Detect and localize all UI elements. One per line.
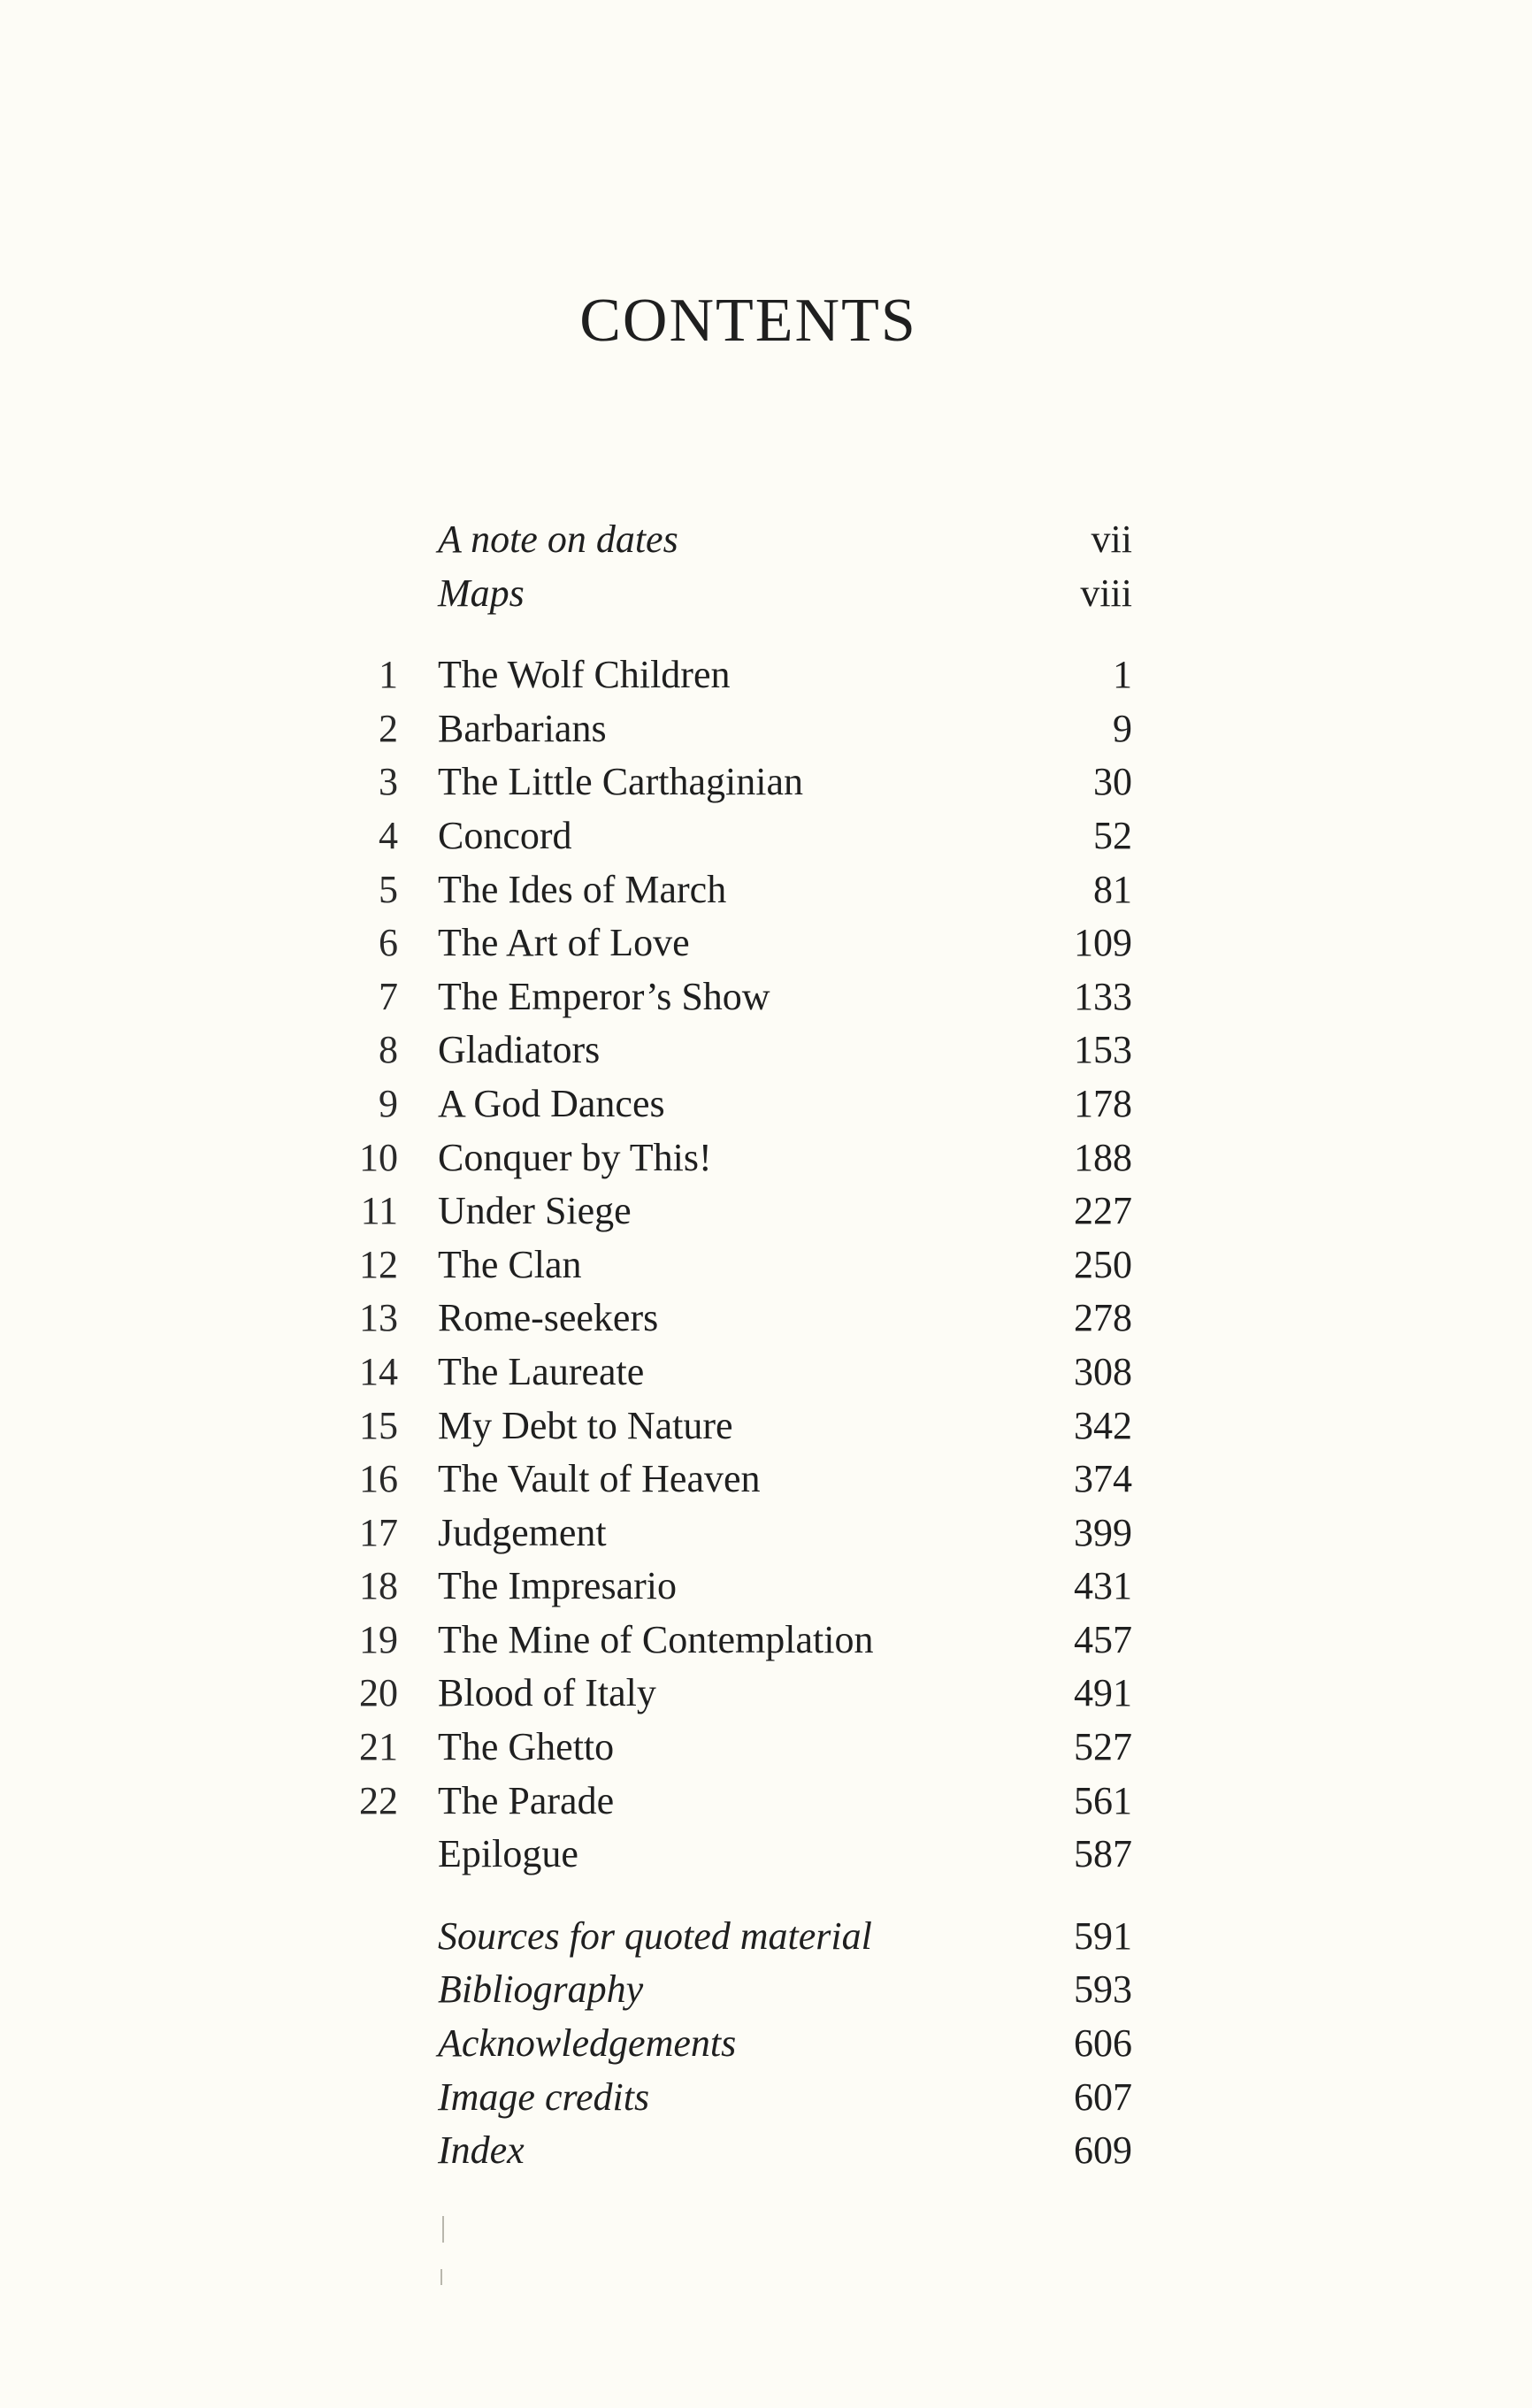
toc-entry-page: 133 [1074,974,1132,1018]
toc-entry[interactable] [327,2124,1132,2178]
toc-entry-title: Rome-seekers [438,1296,659,1340]
toc-entry[interactable] [327,1453,1132,1507]
toc-entry-number: 15 [359,1403,398,1447]
toc-entry-page: 527 [1074,1725,1132,1769]
toc-entry-title: Image credits [438,2074,650,2119]
toc-entry-page: viii [1080,571,1132,615]
toc-entry-title: The Laureate [438,1349,645,1393]
toc-entry-title: Maps [438,571,525,615]
toc-entry-number: 2 [379,706,398,750]
toc-entry-title: Under Siege [438,1189,632,1233]
toc-entry-page: 30 [1093,760,1132,804]
toc-entry-page: vii [1091,518,1132,561]
toc-entry[interactable] [327,648,1132,702]
toc-entry-page: 431 [1074,1564,1132,1608]
toc-entry[interactable] [327,863,1132,917]
toc-entry-page: 81 [1093,867,1132,911]
toc-entry[interactable] [327,1614,1132,1668]
toc-entry-title: The Clan [438,1242,582,1286]
toc-entry-title: Conquer by This! [438,1135,712,1179]
toc-entry-page: 227 [1074,1189,1132,1233]
toc-entry-title: Epilogue [438,1832,578,1876]
toc-entry[interactable] [327,809,1132,863]
toc-entry-page: 591 [1074,1913,1132,1958]
toc-entry-number: 12 [359,1242,398,1286]
toc-entry[interactable] [327,1185,1132,1239]
toc-entry-title: Gladiators [438,1028,601,1072]
toc-entry[interactable] [327,1667,1132,1721]
toc-entry-page: 593 [1074,1967,1132,2012]
chapter-list [327,648,1132,1882]
toc-entry[interactable] [327,1775,1132,1829]
toc-entry[interactable] [327,567,1132,621]
toc-entry-title: A note on dates [438,518,678,561]
toc-entry-title: Acknowledgements [438,2021,737,2066]
toc-entry-title: The Ghetto [438,1725,615,1769]
front-matter-list [327,513,1132,620]
toc-entry-number: 21 [359,1725,398,1769]
toc-entry[interactable] [327,1292,1132,1346]
toc-entry[interactable] [327,970,1132,1024]
toc-entry-page: 52 [1093,813,1132,857]
toc-entry-page: 491 [1074,1671,1132,1715]
toc-entry-page: 188 [1074,1135,1132,1179]
stray-mark [442,2216,444,2243]
toc-entry-number: 4 [379,813,398,857]
toc-entry-number: 7 [379,974,398,1018]
toc-entry-title: Judgement [438,1510,607,1554]
toc-entry[interactable] [327,1239,1132,1292]
toc-entry[interactable] [327,1560,1132,1614]
toc-entry[interactable] [327,1721,1132,1775]
toc-entry[interactable] [327,916,1132,970]
toc-entry-number: 3 [379,760,398,804]
toc-entry-number: 10 [359,1135,398,1179]
toc-entry-page: 278 [1074,1296,1132,1340]
toc-entry-number: 16 [359,1457,398,1501]
toc-entry-title: The Little Carthaginian [438,760,803,804]
toc-entry-number: 20 [359,1671,398,1715]
page-title: CONTENTS [579,287,917,355]
toc-entry-number: 5 [379,867,398,911]
toc-entry-title: Bibliography [438,1967,644,2012]
toc-entry-number: 18 [359,1564,398,1608]
toc-entry-title: Sources for quoted material [438,1913,872,1958]
toc-entry-title: My Debt to Nature [438,1403,733,1447]
toc-entry-title: The Emperor’s Show [438,974,770,1018]
toc-entry-title: The Wolf Children [438,653,731,697]
toc-entry-number: 13 [359,1296,398,1340]
toc-entry[interactable] [327,2017,1132,2071]
toc-entry[interactable] [327,1024,1132,1077]
toc-entry-number: 17 [359,1510,398,1554]
toc-entry[interactable] [327,1131,1132,1185]
toc-entry-page: 9 [1113,706,1132,750]
toc-entry[interactable] [327,513,1132,567]
toc-entry-page: 374 [1074,1457,1132,1501]
toc-entry-title: The Vault of Heaven [438,1457,761,1501]
stray-mark [440,2269,442,2285]
toc-entry-title: Blood of Italy [438,1671,656,1715]
toc-entry[interactable] [327,2071,1132,2125]
toc-entry-number: 9 [379,1081,398,1125]
toc-entry-title: A God Dances [438,1081,665,1125]
section-gap [327,620,1132,648]
table-of-contents [327,513,1132,2178]
toc-entry-page: 609 [1074,2128,1132,2173]
toc-entry[interactable] [327,1910,1132,1964]
toc-entry-number: 6 [379,921,398,965]
toc-entry[interactable] [327,755,1132,809]
toc-entry-page: 178 [1074,1081,1132,1125]
toc-entry-page: 1 [1113,653,1132,697]
toc-entry-page: 153 [1074,1028,1132,1072]
section-gap [327,1882,1132,1910]
toc-entry-page: 561 [1074,1778,1132,1822]
toc-entry-title: Index [438,2128,525,2173]
toc-entry-page: 342 [1074,1403,1132,1447]
toc-entry[interactable] [327,1400,1132,1453]
toc-entry-title: The Ides of March [438,867,727,911]
toc-entry-title: Concord [438,813,572,857]
toc-entry[interactable] [327,1346,1132,1400]
toc-entry-page: 587 [1074,1832,1132,1876]
toc-entry-page: 308 [1074,1349,1132,1393]
toc-entry[interactable] [327,1507,1132,1561]
toc-entry[interactable] [327,1077,1132,1131]
toc-entry[interactable] [327,1963,1132,2017]
toc-entry-page: 250 [1074,1242,1132,1286]
toc-entry-number: 11 [360,1189,398,1233]
toc-entry-number: 22 [359,1778,398,1822]
toc-entry-number: 1 [379,653,398,697]
toc-entry-title: The Mine of Contemplation [438,1617,874,1661]
toc-entry-page: 399 [1074,1510,1132,1554]
toc-entry-title: The Parade [438,1778,615,1822]
toc-entry-number: 14 [359,1349,398,1393]
toc-entry[interactable] [327,702,1132,756]
toc-entry-number: 19 [359,1617,398,1661]
toc-entry-title: Barbarians [438,706,607,750]
toc-entry-title: The Impresario [438,1564,677,1608]
toc-entry-page: 607 [1074,2074,1132,2119]
toc-entry-number: 8 [379,1028,398,1072]
toc-entry-page: 606 [1074,2021,1132,2066]
toc-entry[interactable] [327,1828,1132,1882]
toc-entry-page: 109 [1074,921,1132,965]
toc-entry-title: The Art of Love [438,921,690,965]
back-matter-list [327,1910,1132,2178]
toc-entry-page: 457 [1074,1617,1132,1661]
